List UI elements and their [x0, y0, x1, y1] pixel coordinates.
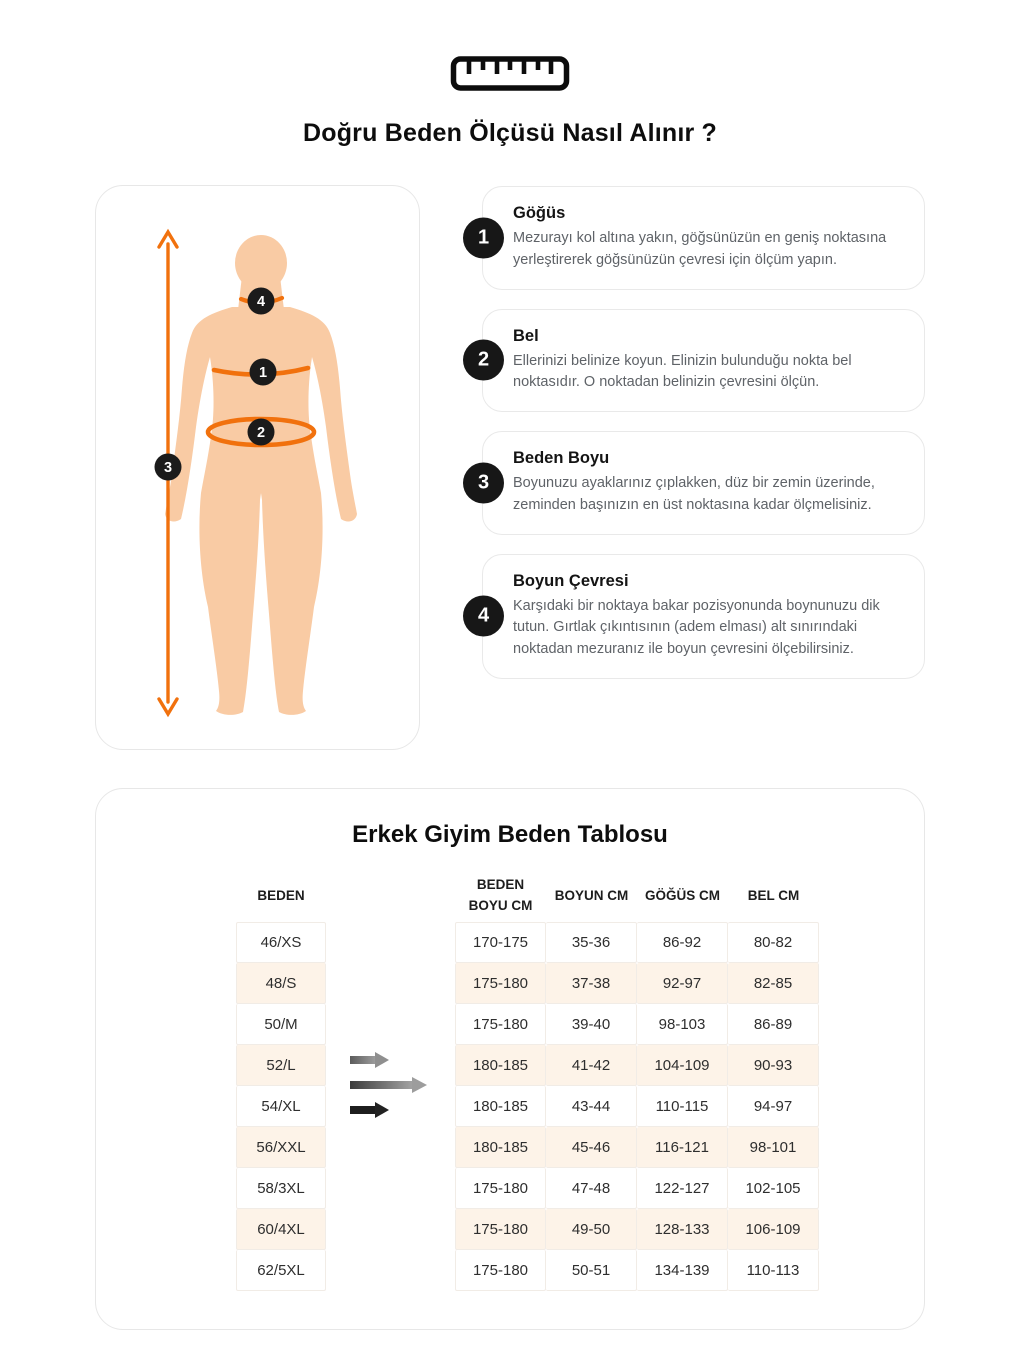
measurement-cell: 110-115 — [637, 1086, 728, 1127]
instruction-text: Boyunuzu ayaklarınız çıplakken, düz bir zemin üzerinde, zeminden başınızın en üst noktasına kadar ölçmelisiniz. — [513, 475, 875, 513]
measurement-cell: 37-38 — [546, 963, 637, 1004]
table-row — [455, 1250, 819, 1291]
size-table-title: Erkek Giyim Beden Tablosu — [352, 821, 668, 848]
measurement-cell: 82-85 — [728, 963, 819, 1004]
size-table — [96, 870, 924, 1291]
size-cell: 54/XL — [236, 1086, 326, 1127]
step-number: 4 — [477, 604, 490, 627]
measurement-cell: 175-180 — [455, 1004, 546, 1045]
svg-text:3: 3 — [163, 460, 173, 476]
size-cell: 48/S — [236, 963, 326, 1004]
measurement-cell: 80-82 — [728, 922, 819, 963]
column-header: GÖĞÜS CM — [644, 887, 720, 903]
measurement-cell: 86-92 — [637, 922, 728, 963]
table-row — [455, 1004, 819, 1045]
instruction-card — [477, 554, 925, 679]
svg-text:1: 1 — [258, 365, 268, 381]
instruction-card — [477, 431, 925, 535]
size-guide-page — [95, 0, 925, 1330]
measurement-cell: 180-185 — [455, 1086, 546, 1127]
size-table-panel — [95, 788, 925, 1330]
table-row — [455, 1086, 819, 1127]
measurement-cell: 175-180 — [455, 1209, 546, 1250]
body-figure-illustration — [96, 186, 420, 750]
size-cell: 52/L — [236, 1045, 326, 1086]
measurements-column — [455, 870, 819, 1291]
step-number-badge — [463, 217, 504, 258]
measurement-cell: 128-133 — [637, 1209, 728, 1250]
instruction-text: Karşıdaki bir noktaya bakar pozisyonunda boynunuzu dik tutun. Gırtlak çıkıntısının (adem elması) alt sınırındaki noktadan mezuranız ile boyun çevresini ölçebilirsiniz. — [513, 597, 880, 657]
measurement-cell: 175-180 — [455, 1250, 546, 1291]
measurement-cell: 104-109 — [637, 1045, 728, 1086]
size-cell: 60/4XL — [236, 1209, 326, 1250]
measurement-cell: 49-50 — [546, 1209, 637, 1250]
step-number-badge — [463, 340, 504, 381]
table-row — [455, 1168, 819, 1209]
measurement-cell: 110-113 — [728, 1250, 819, 1291]
arrows-icon — [348, 1051, 432, 1119]
step-number: 1 — [477, 226, 490, 249]
measurement-rows — [455, 922, 819, 1291]
instruction-cards — [477, 185, 925, 679]
measurement-cell: 106-109 — [728, 1209, 819, 1250]
step-number: 2 — [477, 348, 490, 371]
step-number: 3 — [477, 471, 490, 494]
measurement-cell: 90-93 — [728, 1045, 819, 1086]
instruction-text: Mezurayı kol altına yakın, göğsünüzün en geniş noktasına yerleştirerek göğsünüzün çevresi için ölçüm yapın. — [513, 230, 887, 268]
instruction-card — [477, 309, 925, 413]
measurement-cell: 134-139 — [637, 1250, 728, 1291]
size-cell: 58/3XL — [236, 1168, 326, 1209]
measurement-cell: 92-97 — [637, 963, 728, 1004]
measurement-cell: 102-105 — [728, 1168, 819, 1209]
table-gap — [326, 870, 455, 1291]
size-cell: 46/XS — [236, 922, 326, 963]
table-row — [455, 963, 819, 1004]
table-row — [455, 1209, 819, 1250]
page-title: Doğru Beden Ölçüsü Nasıl Alınır ? — [302, 119, 718, 147]
instruction-title: Beden Boyu — [513, 449, 610, 467]
measurement-cell: 35-36 — [546, 922, 637, 963]
instruction-title: Göğüs — [513, 204, 566, 222]
measurement-cell: 180-185 — [455, 1045, 546, 1086]
column-header: BEL CM — [747, 887, 800, 903]
measurement-cell: 47-48 — [546, 1168, 637, 1209]
measurement-section — [95, 185, 925, 750]
column-header: BEDEN BOYU CM — [468, 877, 533, 913]
measurement-cell: 175-180 — [455, 963, 546, 1004]
ruler-icon — [450, 55, 570, 97]
size-column-header: BEDEN — [257, 887, 305, 903]
measurement-cell: 94-97 — [728, 1086, 819, 1127]
svg-text:4: 4 — [256, 294, 266, 310]
measurement-cell: 98-101 — [728, 1127, 819, 1168]
size-cells — [236, 922, 326, 1291]
size-cell: 62/5XL — [236, 1250, 326, 1291]
instruction-title: Boyun Çevresi — [513, 571, 629, 590]
step-number-badge — [463, 596, 504, 637]
measurement-cell: 170-175 — [455, 922, 546, 963]
measurement-cell: 41-42 — [546, 1045, 637, 1086]
measurement-cell: 180-185 — [455, 1127, 546, 1168]
step-number-badge — [463, 462, 504, 503]
measurement-cell: 39-40 — [546, 1004, 637, 1045]
instruction-card — [477, 186, 925, 290]
size-cell: 56/XXL — [236, 1127, 326, 1168]
svg-text:2: 2 — [256, 425, 266, 441]
body-measurement-diagram — [95, 185, 420, 750]
measurement-cell: 45-46 — [546, 1127, 637, 1168]
column-header: BOYUN CM — [554, 887, 629, 903]
measurement-cell: 175-180 — [455, 1168, 546, 1209]
table-row — [455, 1127, 819, 1168]
measurement-cell: 98-103 — [637, 1004, 728, 1045]
measurement-cell: 86-89 — [728, 1004, 819, 1045]
size-cell: 50/M — [236, 1004, 326, 1045]
size-column — [236, 870, 326, 1291]
measurement-cell: 116-121 — [637, 1127, 728, 1168]
instruction-text: Ellerinizi belinize koyun. Elinizin bulunduğu nokta bel noktasıdır. O noktadan belinizin çevresini ölçün. — [513, 352, 852, 391]
table-row — [455, 1045, 819, 1086]
measurement-headers — [455, 870, 819, 922]
measurement-cell: 122-127 — [637, 1168, 728, 1209]
measurement-cell: 43-44 — [546, 1086, 637, 1127]
table-row — [455, 922, 819, 963]
measurement-cell: 50-51 — [546, 1250, 637, 1291]
instruction-title: Bel — [513, 326, 539, 345]
